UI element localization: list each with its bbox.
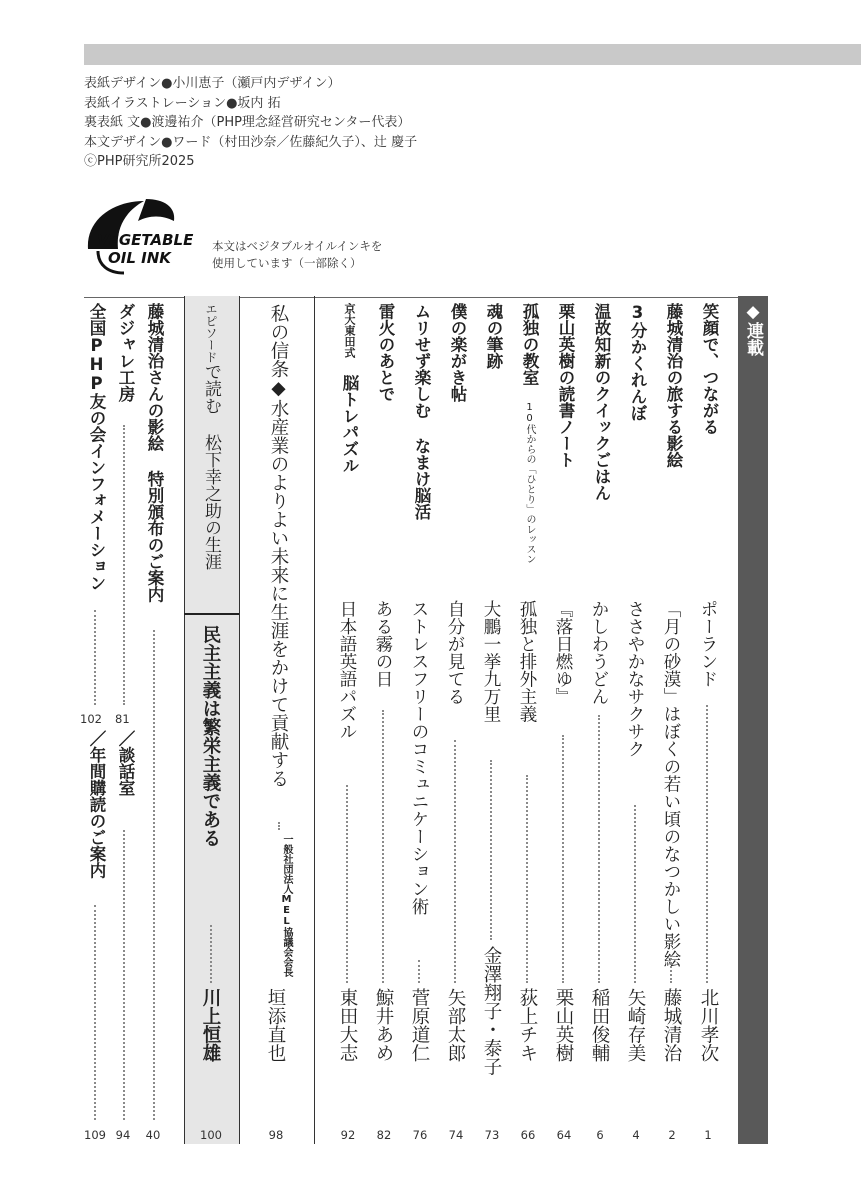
serial-subtitle: ポーランド: [698, 600, 718, 688]
serial-subtitle: 孤独と排外主義: [517, 600, 537, 723]
page-number: 73: [484, 1128, 500, 1142]
leader-dots: [670, 955, 674, 983]
page-number: 64: [556, 1128, 572, 1142]
feature-title: [267, 304, 289, 788]
leader-dots: [346, 785, 350, 983]
serial-title: 僕の楽がき帖: [448, 303, 467, 402]
credit-line: 裏表紙 文●渡邊祐介（PHP理念経営研究センター代表）: [84, 115, 411, 130]
serial-author: 菅原道仁: [409, 988, 430, 1062]
serial-title: 栗山英樹の読書ノート: [556, 303, 575, 468]
episode-label-text: で読む 松下幸之助の生涯: [201, 363, 221, 570]
feature-affiliation: 一般社団法人MEL協議会会長: [281, 834, 292, 977]
leader-dots: [123, 830, 127, 1120]
serial-author: 金澤翔子・泰子: [481, 946, 502, 1076]
credit-line: 本文デザイン●ワード（村田沙奈／佐藤紀久子）、辻 慶子: [84, 134, 418, 150]
serial-title: ムリせず楽しむ なまけ脳活: [412, 303, 431, 520]
logo-line1: VEGETABLE: [97, 231, 194, 249]
leader-dots: [94, 610, 98, 705]
page-number: 82: [376, 1128, 392, 1142]
vegetable-oil-ink-logo: [86, 197, 198, 275]
misc-item-title: ダジャレ工房: [116, 303, 135, 402]
ink-note: [212, 238, 382, 272]
serial-author: 矢部太郎: [445, 988, 466, 1062]
serial-title: 温故知新のクイックごはん: [592, 303, 611, 501]
page-number: 81: [115, 712, 130, 726]
leader-dots: [382, 710, 386, 983]
serial-author: 藤城清治: [661, 988, 682, 1062]
page-number: 74: [448, 1128, 464, 1142]
credits-block: [84, 74, 417, 172]
page-number: 66: [520, 1128, 536, 1142]
serial-subtitle: 日本語英語パズル: [337, 600, 357, 740]
page-number: 94: [115, 1128, 131, 1142]
column-separator: [239, 296, 240, 1144]
leader-dots: [123, 425, 127, 705]
leader-dots: [562, 735, 566, 983]
serial-title: 藤城清治の旅する影絵: [664, 303, 683, 468]
page-number: 6: [596, 1128, 604, 1142]
credit-line: 表紙イラストレーション●坂内 拓: [84, 95, 281, 111]
serial-subtitle: ささやかなサクサク: [625, 600, 645, 758]
column-separator: [314, 296, 315, 1144]
serial-subtitle: ストレスフリーのコミュニケーション術: [409, 600, 429, 915]
page-number: 109: [84, 1128, 106, 1142]
serial-title: 笑顔で、つながる: [700, 303, 719, 435]
page-number: 92: [340, 1128, 356, 1142]
serial-author: 東田大志: [337, 988, 358, 1062]
leader-dots: [598, 715, 602, 983]
serial-author: 鯨井あめ: [373, 988, 394, 1062]
credit-line: 表紙デザイン●小川恵子（瀬戸内デザイン）: [84, 76, 341, 91]
serial-title: [518, 303, 540, 564]
leader-dots: [418, 960, 422, 983]
serial-subtitle: 「月の砂漠」はぼくの若い頃のなつかしい影絵: [661, 600, 681, 968]
leader-dots: [490, 760, 494, 940]
leader-dots: [454, 740, 458, 983]
divider: [84, 297, 738, 298]
serial-subtitle: ある霧の日: [373, 600, 393, 688]
logo-line2: OIL INK: [108, 249, 171, 267]
page-number: 76: [412, 1128, 428, 1142]
leader-dots: [153, 630, 157, 1120]
page-number: 100: [200, 1128, 222, 1142]
feature-label: 私の信条◆: [268, 304, 289, 399]
serial-author: 北川孝次: [698, 988, 719, 1062]
feature-title-text: 水産業のよりよい未来に生涯をかけて貢献する: [268, 399, 289, 788]
ink-note-line: 使用しています（一部除く）: [212, 256, 362, 270]
page-number: 1: [704, 1128, 712, 1142]
serial-title: 雷火のあとで: [376, 303, 395, 402]
section-label: ◆連載: [743, 302, 763, 356]
serial-author: 稲田俊輔: [589, 988, 610, 1062]
leader-dots: [526, 775, 530, 983]
serial-title: 3分かくれんぼ: [628, 303, 647, 421]
page-number: 102: [80, 712, 102, 726]
leader-dots: [94, 905, 98, 1120]
serial-title-main: 孤独の教室: [520, 303, 539, 386]
serial-author: 荻上チキ: [517, 988, 538, 1062]
serial-subtitle: 『落日燃ゆ』: [553, 600, 573, 705]
section-band: [738, 296, 768, 1144]
episode-title: 民主主義は繁栄主義である: [200, 625, 221, 847]
serial-author: 矢崎存美: [625, 988, 646, 1062]
serial-subtitle: 大鵬一挙九万里: [481, 600, 501, 723]
serial-subtitle: 自分が見てる: [445, 600, 465, 705]
page-number: 98: [268, 1128, 284, 1142]
column-separator: [184, 296, 185, 1144]
misc-item-title: 藤城清治さんの影絵 特別頒布のご案内: [145, 303, 164, 603]
misc-item-extra: ／年間購読のご案内: [87, 730, 106, 879]
serial-title: [338, 303, 360, 474]
leader-dots: [706, 705, 710, 983]
serial-subtitle: かしわうどん: [589, 600, 609, 705]
episode-label-small: エピソード: [204, 303, 218, 363]
episode-label: [200, 303, 222, 570]
serial-title-prefix: 京大東田式: [343, 303, 356, 358]
misc-item-extra: ／談話室: [116, 730, 135, 796]
page-number: 2: [668, 1128, 676, 1142]
serial-author: 栗山英樹: [553, 988, 574, 1062]
serial-title: 魂の筆跡: [484, 303, 503, 369]
misc-item-title: 全国PHP友の会インフォメーション: [87, 303, 106, 591]
leader-dots: [634, 805, 638, 983]
page-number: 4: [632, 1128, 640, 1142]
leader-dots: [210, 925, 214, 983]
serial-title-main: 脳トレパズル: [340, 374, 359, 474]
page-number: 40: [145, 1128, 161, 1142]
header-bar: [84, 44, 861, 65]
episode-author: 川上恒雄: [200, 988, 221, 1062]
episode-divider: [184, 613, 239, 615]
credit-line: ⓒPHP研究所2025: [84, 154, 195, 169]
feature-author: 垣添直也: [265, 988, 286, 1062]
leader-dots: [278, 822, 282, 830]
ink-note-line: 本文はベジタブルオイルインキを: [212, 239, 383, 253]
serial-title-note: 10代からの「ひとり」のレッスン: [524, 402, 535, 564]
